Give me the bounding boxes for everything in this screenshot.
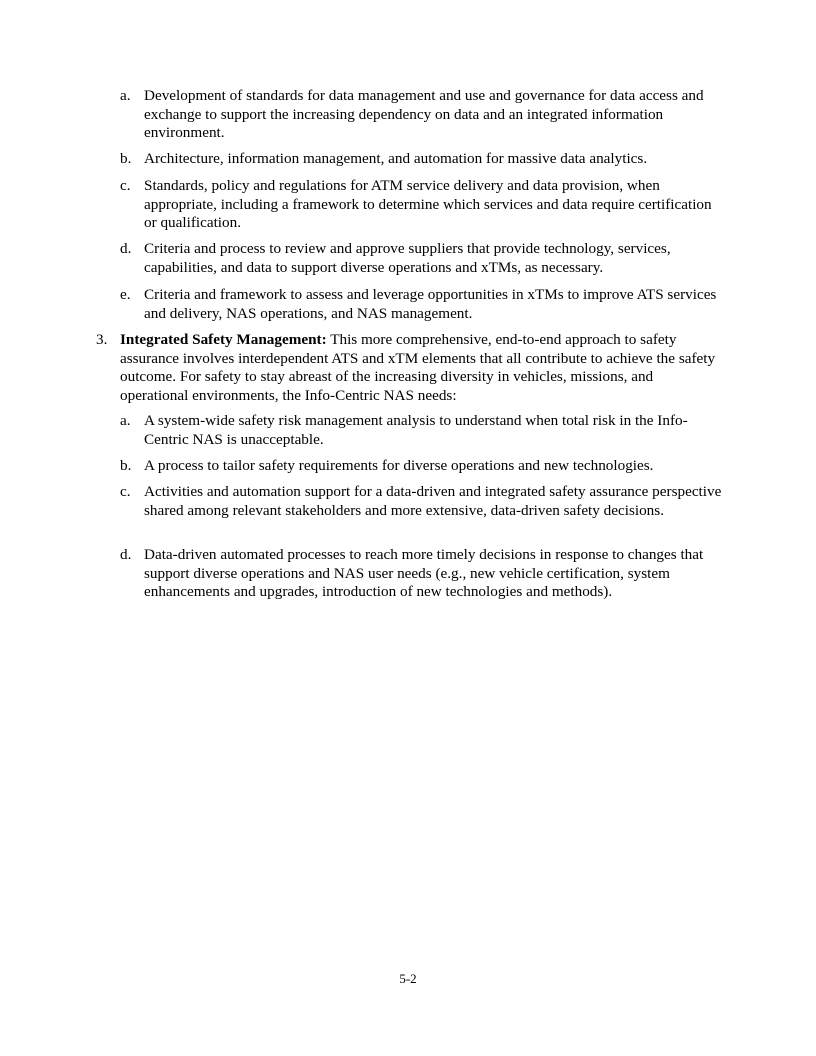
list-marker: a. [120,412,131,429]
section-item-3 [96,331,718,405]
list-item-text: A system-wide safety risk management analysis to understand when total risk in the Info-Centric NAS is unacceptable. [144,412,688,448]
page-number: 5-2 [399,971,417,986]
safety-item-a [120,412,722,449]
list-marker: c. [120,177,131,194]
list-item-text: Data-driven automated processes to reach more timely decisions in response to changes that support diverse operations and NAS user needs (e.g., new vehicle certification, system enhancements and upgrades, introduction of new technologies and methods). [144,546,704,601]
list-marker: d. [120,546,132,563]
safety-item-d [120,546,722,602]
list-item-text: Criteria and framework to assess and leverage opportunities in xTMs to improve ATS services and delivery, NAS operations, and NAS management. [144,286,717,322]
section-paragraph [120,331,718,405]
safety-item-b [120,457,722,476]
list-item-b [120,150,722,169]
list-item-c [120,177,722,233]
list-item-text: Development of standards for data management and use and governance for data access and exchange to support the increasing dependency on data and an integrated information environment. [144,87,704,142]
list-item-text: Architecture, information management, and automation for massive data analytics. [144,150,648,167]
list-marker: b. [120,150,132,167]
list-item-a [120,87,722,143]
list-marker: e. [120,286,131,303]
list-item-text: Activities and automation support for a data-driven and integrated safety assurance perspective shared among relevant stakeholders and more extensive, data-driven safety decisions. [144,483,722,519]
section-heading: Integrated Safety Management: [120,331,327,348]
list-item-text: Standards, policy and regulations for ATM service delivery and data provision, when appropriate, including a framework to determine which services and data require certification or qualification. [144,177,712,232]
list-marker: d. [120,240,132,257]
safety-item-c [120,483,722,520]
section-number: 3. [96,331,108,348]
list-item-text: A process to tailor safety requirements for diverse operations and new technologies. [144,457,654,474]
list-marker: c. [120,483,131,500]
section-text: This more comprehensive, end-to-end approach to safety assurance involves interdependent ATS and xTM elements that all contribute to achieve the safety outcome. For safety to stay abreast of the increasing diversity in vehicles, missions, and operational environments, the Info-Centric NAS needs: [120,331,716,404]
list-item-e [120,286,722,323]
list-marker: a. [120,87,131,104]
list-item-text: Criteria and process to review and approve suppliers that provide technology, services, capabilities, and data to support diverse operations and xTMs, as necessary. [144,240,671,276]
list-marker: b. [120,457,132,474]
list-item-d [120,240,722,277]
